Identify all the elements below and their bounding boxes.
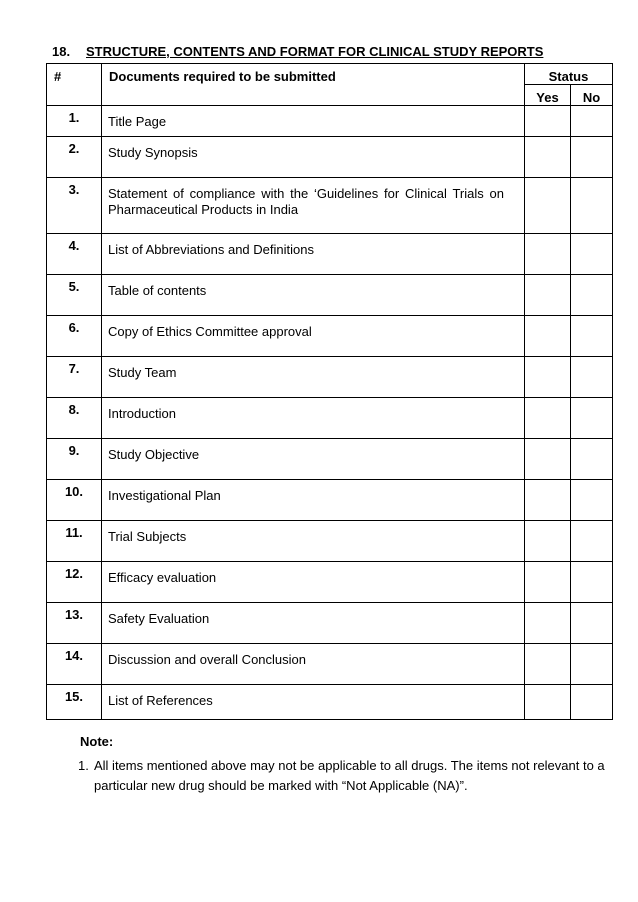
status-yes-cell xyxy=(525,106,571,137)
status-no-cell xyxy=(571,137,613,178)
section-title: STRUCTURE, CONTENTS AND FORMAT FOR CLINICAL STUDY REPORTS xyxy=(86,44,544,59)
row-document: Statement of compliance with the ‘Guidelines for Clinical Trials on Pharmaceutical Products in India xyxy=(102,178,525,234)
status-yes-cell xyxy=(525,562,571,603)
status-no-cell xyxy=(571,562,613,603)
header-hash: # xyxy=(47,64,102,106)
row-number: 9. xyxy=(47,439,102,480)
header-no: No xyxy=(571,85,613,106)
status-no-cell xyxy=(571,178,613,234)
header-status: Status xyxy=(525,64,613,85)
row-document: Copy of Ethics Committee approval xyxy=(102,316,525,357)
header-documents: Documents required to be submitted xyxy=(102,64,525,106)
row-document: Safety Evaluation xyxy=(102,603,525,644)
row-document: Efficacy evaluation xyxy=(102,562,525,603)
row-number: 5. xyxy=(47,275,102,316)
documents-table xyxy=(46,63,613,720)
status-yes-cell xyxy=(525,316,571,357)
table-row xyxy=(47,234,613,275)
row-document: Table of contents xyxy=(102,275,525,316)
table-row xyxy=(47,106,613,137)
row-document: Discussion and overall Conclusion xyxy=(102,644,525,685)
table-row xyxy=(47,137,613,178)
status-yes-cell xyxy=(525,644,571,685)
status-yes-cell xyxy=(525,480,571,521)
status-yes-cell xyxy=(525,178,571,234)
status-no-cell xyxy=(571,106,613,137)
status-no-cell xyxy=(571,685,613,720)
status-yes-cell xyxy=(525,521,571,562)
status-no-cell xyxy=(571,644,613,685)
row-number: 10. xyxy=(47,480,102,521)
table-row xyxy=(47,562,613,603)
header-yes: Yes xyxy=(525,85,571,106)
status-no-cell xyxy=(571,275,613,316)
table-row xyxy=(47,439,613,480)
status-no-cell xyxy=(571,439,613,480)
row-number: 6. xyxy=(47,316,102,357)
status-no-cell xyxy=(571,357,613,398)
section-number: 18. xyxy=(52,44,71,59)
row-number: 2. xyxy=(47,137,102,178)
row-document: Investigational Plan xyxy=(102,480,525,521)
row-document: Title Page xyxy=(102,106,525,137)
note-label: Note: xyxy=(80,734,114,749)
status-yes-cell xyxy=(525,275,571,316)
status-yes-cell xyxy=(525,439,571,480)
table-row xyxy=(47,644,613,685)
row-number: 7. xyxy=(47,357,102,398)
table-row xyxy=(47,685,613,720)
row-number: 3. xyxy=(47,178,102,234)
section-heading xyxy=(52,44,543,59)
status-yes-cell xyxy=(525,234,571,275)
status-no-cell xyxy=(571,316,613,357)
note-list xyxy=(78,756,613,796)
table-row xyxy=(47,178,613,234)
status-no-cell xyxy=(571,480,613,521)
row-number: 11. xyxy=(47,521,102,562)
table-row xyxy=(47,398,613,439)
row-document: Introduction xyxy=(102,398,525,439)
table-row xyxy=(47,603,613,644)
note-item-line2: particular new drug should be marked with “Not Applicable (NA)”. xyxy=(94,778,468,793)
row-document: Study Objective xyxy=(102,439,525,480)
status-yes-cell xyxy=(525,603,571,644)
table-row xyxy=(47,275,613,316)
row-number: 15. xyxy=(47,685,102,720)
status-no-cell xyxy=(571,398,613,439)
status-yes-cell xyxy=(525,357,571,398)
table-row xyxy=(47,521,613,562)
table-row xyxy=(47,480,613,521)
status-yes-cell xyxy=(525,685,571,720)
row-number: 14. xyxy=(47,644,102,685)
status-no-cell xyxy=(571,234,613,275)
table-row xyxy=(47,316,613,357)
row-document: List of References xyxy=(102,685,525,720)
row-document: Study Team xyxy=(102,357,525,398)
status-yes-cell xyxy=(525,398,571,439)
row-number: 8. xyxy=(47,398,102,439)
table-row xyxy=(47,357,613,398)
status-no-cell xyxy=(571,521,613,562)
row-number: 1. xyxy=(47,106,102,137)
row-number: 12. xyxy=(47,562,102,603)
note-item-marker: 1. xyxy=(78,758,89,773)
row-document: Trial Subjects xyxy=(102,521,525,562)
row-number: 4. xyxy=(47,234,102,275)
note-item-line1: All items mentioned above may not be applicable to all drugs. The items not relevant to a xyxy=(94,758,605,773)
row-number: 13. xyxy=(47,603,102,644)
status-no-cell xyxy=(571,603,613,644)
row-document: Study Synopsis xyxy=(102,137,525,178)
status-yes-cell xyxy=(525,137,571,178)
note-item xyxy=(78,756,613,796)
table-header-row xyxy=(47,64,613,85)
row-document: List of Abbreviations and Definitions xyxy=(102,234,525,275)
